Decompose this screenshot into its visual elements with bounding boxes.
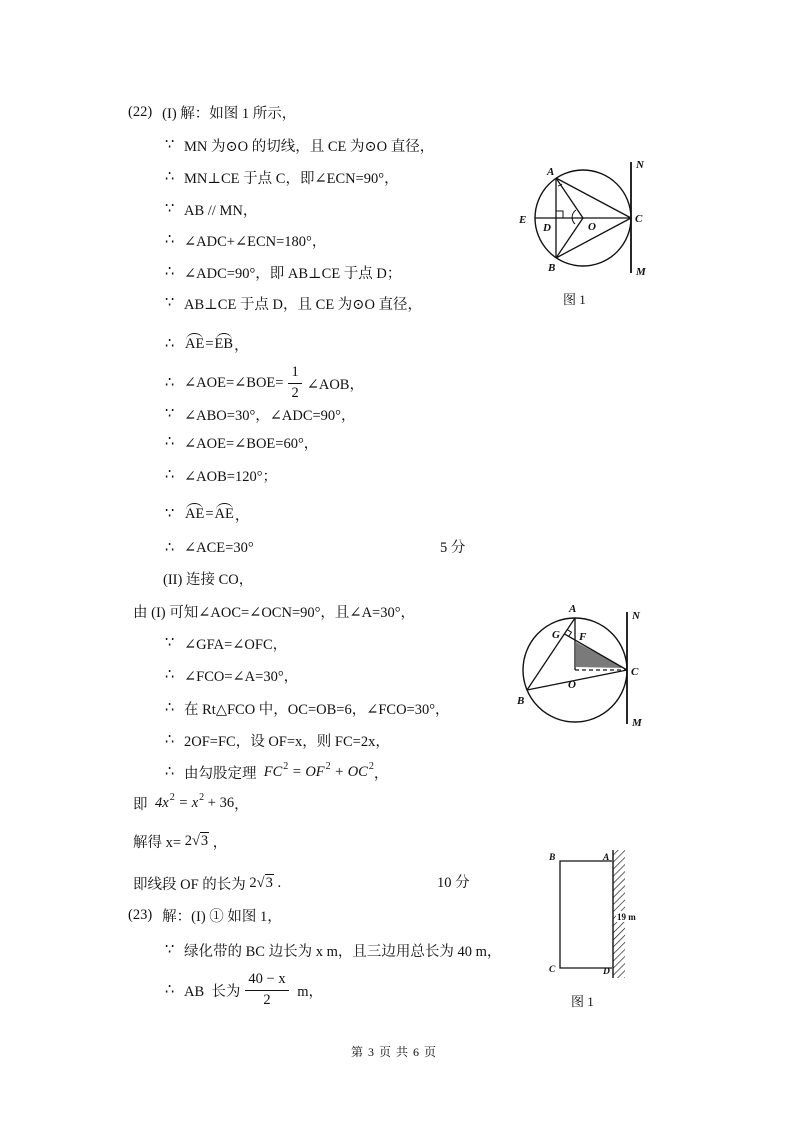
line-text: ∠AOB=120°； — [184, 468, 277, 485]
line-text: m， — [293, 983, 323, 1000]
therefore-symbol: ∴ — [165, 263, 175, 280]
line-text: ∠GFA=∠OFC， — [184, 636, 288, 653]
label-f: F — [579, 631, 587, 643]
label-b: B — [549, 853, 556, 863]
formula-term: FC — [263, 763, 283, 780]
label-o: O — [568, 679, 576, 691]
line-tail: ， — [234, 337, 249, 354]
figure-2-circle — [505, 600, 650, 730]
because-symbol: ∵ — [165, 200, 175, 217]
label-e: E — [519, 214, 527, 226]
q22-line-22 — [133, 821, 227, 861]
q22-heading-text: (I) 解：如图 1 所示， — [162, 105, 297, 122]
green-belt-rectangle — [560, 861, 612, 968]
fraction-ab-length — [245, 971, 288, 1009]
line-text: 即线段 OF 的长为 — [133, 876, 250, 893]
arc-eb: EB — [214, 335, 234, 352]
exponent: 2 — [325, 760, 331, 772]
q23-line-2 — [165, 970, 323, 1010]
label-d: D — [603, 967, 610, 977]
label-a: A — [569, 603, 577, 615]
exponent: 2 — [283, 760, 289, 772]
line-text: 绿化带的 BC 边长为 x m，且三边用总长为 40 m， — [184, 943, 502, 960]
line-text: 2OF=FC，设 OF=x，则 FC=2x， — [184, 733, 390, 750]
figure-3-caption: 图 1 — [571, 994, 594, 1009]
ji-word: 即 — [133, 796, 148, 813]
therefore-symbol: ∴ — [165, 335, 175, 352]
score-5: 5 分 — [440, 540, 466, 556]
therefore-symbol: ∴ — [165, 699, 175, 716]
q23-heading-text: 解：(I) ① 如图 1， — [162, 908, 282, 925]
line-tail: ， — [234, 507, 250, 524]
q22-line-6 — [165, 283, 422, 323]
label-n: N — [636, 159, 644, 171]
because-symbol: ∵ — [165, 941, 175, 958]
equals-sign: = — [205, 505, 214, 522]
line-text: AB 长为 — [184, 983, 241, 1000]
fraction-denominator: 2 — [263, 991, 271, 1008]
line-tail: ， — [209, 834, 228, 851]
therefore-symbol: ∴ — [165, 433, 175, 450]
therefore-symbol: ∴ — [165, 731, 175, 748]
therefore-symbol: ∴ — [165, 374, 175, 391]
fraction-numerator: 1 — [288, 364, 301, 383]
label-c: C — [549, 965, 556, 975]
therefore-symbol: ∴ — [165, 231, 175, 248]
line-tail: ， — [373, 765, 389, 782]
line-tail: . — [273, 874, 282, 891]
right-angle-mark-d — [556, 211, 563, 218]
segment-bc — [527, 670, 627, 690]
q22-line-7 — [165, 324, 249, 364]
label-b: B — [517, 695, 525, 707]
exponent: 2 — [199, 791, 205, 803]
label-d: D — [543, 222, 551, 234]
line-text: AB⊥CE 于点 D，且 CE 为⊙O 直径， — [184, 296, 423, 313]
page-footer: 第 3 页 共 6 页 — [351, 1045, 438, 1059]
figure-1-circle — [510, 155, 650, 280]
because-symbol: ∵ — [165, 294, 175, 311]
because-symbol: ∵ — [165, 505, 175, 522]
formula-term: 4x — [155, 794, 169, 811]
wall-length-label: 19 m — [617, 912, 636, 922]
line-text: MN 为⊙O 的切线，且 CE 为⊙O 直径， — [184, 138, 435, 155]
label-a: A — [603, 853, 610, 863]
label-m: M — [632, 717, 642, 729]
segment-ac — [556, 178, 631, 218]
arc-ae: AE — [185, 335, 205, 352]
radical-sign: √ — [256, 874, 265, 891]
label-c: C — [635, 213, 643, 225]
q22-number: (22) — [128, 103, 153, 120]
line-text: MN⊥CE 于点 C，即∠ECN=90°， — [184, 170, 399, 187]
line-text: ∠ABO=30°，∠ADC=90°， — [184, 407, 356, 424]
radical-coefficient: 2 — [184, 832, 192, 849]
score-10: 10 分 — [437, 875, 470, 891]
therefore-symbol: ∴ — [165, 466, 175, 483]
line-text: ∠AOB， — [306, 376, 364, 393]
q22-line-11 — [165, 455, 277, 495]
line-text: 解得 x= — [133, 834, 185, 851]
because-symbol: ∵ — [165, 405, 175, 422]
radical-coefficient: 2 — [249, 874, 257, 891]
therefore-symbol: ∴ — [165, 168, 175, 185]
radical-argument: 3 — [265, 875, 273, 891]
q23-line-1 — [165, 930, 501, 970]
arc-ae: AE — [214, 505, 234, 522]
q23-heading — [128, 895, 282, 935]
angle-mark-o — [572, 210, 576, 224]
therefore-symbol: ∴ — [165, 763, 175, 780]
fraction-denominator: 2 — [291, 384, 299, 401]
therefore-symbol: ∴ — [165, 539, 175, 556]
formula-term: + OC — [330, 763, 368, 780]
label-n: N — [632, 610, 640, 622]
q22-part2-heading: (II) 连接 CO， — [163, 571, 254, 588]
line-text: ∠FCO=∠A=30°， — [184, 668, 299, 685]
label-o: O — [588, 221, 596, 233]
figure-1-caption: 图 1 — [563, 292, 586, 307]
label-a: A — [547, 166, 555, 178]
radical-argument: 3 — [200, 833, 209, 849]
equals-sign: = — [205, 335, 214, 352]
because-symbol: ∵ — [165, 634, 175, 651]
formula-term: + 36 — [204, 794, 235, 811]
line-text: ∠ADC+∠ECN=180°， — [184, 233, 327, 250]
line-text: 由勾股定理 — [184, 765, 264, 782]
formula-term: = OF — [288, 763, 325, 780]
therefore-symbol: ∴ — [165, 981, 175, 998]
segment-ao — [556, 178, 583, 218]
q22-line-15: 由 (I) 可知∠AOC=∠OCN=90°，且∠A=30°， — [133, 604, 416, 621]
label-g: G — [552, 629, 560, 641]
because-symbol: ∵ — [165, 136, 175, 153]
segment-bo — [556, 218, 583, 258]
line-text: ∠AOE=∠BOE= — [184, 374, 284, 391]
label-m: M — [636, 266, 646, 278]
formula-term: = x — [174, 794, 199, 811]
radical-sign: √ — [191, 832, 200, 849]
arc-ae: AE — [185, 505, 205, 522]
line-tail: ， — [234, 796, 249, 813]
line-text: 在 Rt△FCO 中，OC=OB=6，∠FCO=30°， — [184, 701, 450, 718]
line-text: ∠AOE=∠BOE=60°， — [184, 435, 319, 452]
line-text: ∠ACE=30° — [184, 539, 254, 556]
exponent: 2 — [169, 791, 175, 803]
fraction-numerator: 40 − x — [245, 971, 288, 990]
figure-3-rectangle — [545, 845, 640, 985]
line-text: ∠ADC=90°，即 AB⊥CE 于点 D； — [184, 265, 402, 282]
label-c: C — [631, 666, 639, 678]
exponent: 2 — [368, 760, 374, 772]
q23-number: (23) — [128, 906, 153, 923]
label-b: B — [548, 262, 556, 274]
q22-line-21 — [133, 783, 249, 823]
line-text: AB // MN， — [184, 202, 258, 219]
therefore-symbol: ∴ — [165, 666, 175, 683]
